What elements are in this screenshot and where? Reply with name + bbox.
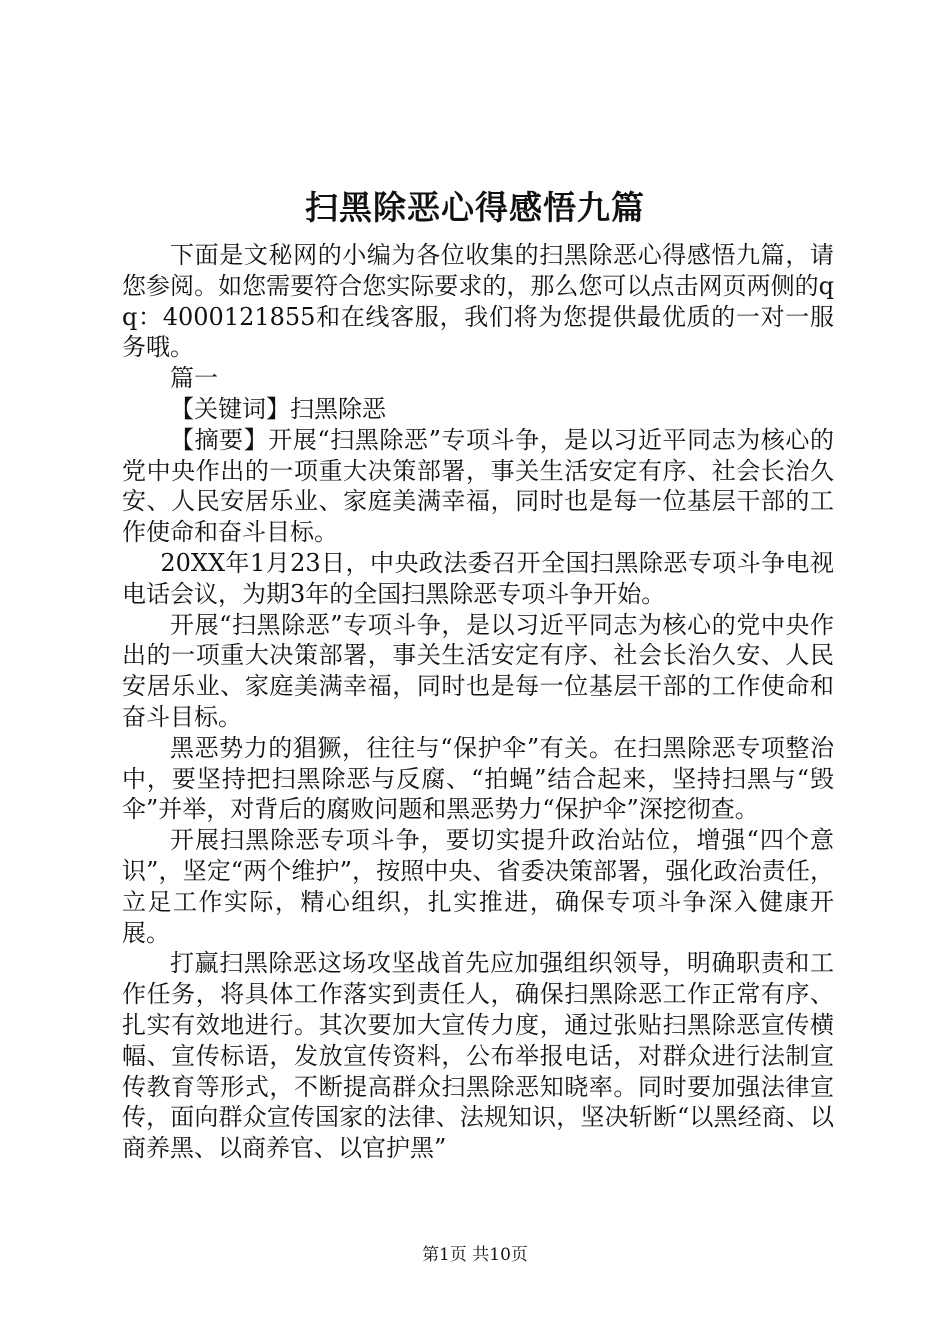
page-number: 第1页 bbox=[422, 1245, 467, 1265]
keywords-paragraph: 【关键词】扫黑除恶 bbox=[170, 394, 386, 423]
page-footer bbox=[0, 1244, 950, 1266]
body-paragraph: 开展“扫黑除恶”专项斗争，是以习近平同志为核心的党中央作出的一项重大决策部署，事关生活安定有序、社会长治久安、人民安居乐业、家庭美满幸福，同时也是每一位基层干部的工作使命和奋斗目标。 bbox=[122, 610, 834, 731]
body-paragraph: 开展扫黑除恶专项斗争，要切实提升政治站位，增强“四个意识”，坚定“两个维护”，按照中央、省委决策部署，强化政治责任，立足工作实际，精心组织，扎实推进，确保专项斗争深入健康开展。 bbox=[122, 826, 834, 947]
page-total: 共10页 bbox=[472, 1245, 528, 1265]
body-paragraph: 20XX年1月23日，中央政法委召开全国扫黑除恶专项斗争电视电话会议，为期3年的全国扫黑除恶专项斗争开始。 bbox=[122, 548, 834, 608]
body-paragraph: 黑恶势力的猖獗，往往与“保护伞”有关。在扫黑除恶专项整治中，要坚持把扫黑除恶与反腐、“拍蝇”结合起来，坚持扫黑与“毁伞”并举，对背后的腐败问题和黑恶势力“保护伞”深挖彻查。 bbox=[122, 733, 834, 824]
document-title: 扫黑除恶心得感悟九篇 bbox=[305, 188, 645, 227]
document-body bbox=[122, 240, 834, 1164]
intro-paragraph: 下面是文秘网的小编为各位收集的扫黑除恶心得感悟九篇，请您参阅。如您需要符合您实际要求的，那么您可以点击网页两侧的qq：4000121855和在线客服，我们将为您提供最优质的一对一服务哦。 bbox=[122, 241, 834, 362]
abstract-paragraph: 【摘要】开展“扫黑除恶”专项斗争，是以习近平同志为核心的党中央作出的一项重大决策部署，事关生活安定有序、社会长治久安、人民安居乐业、家庭美满幸福，同时也是每一位基层干部的工作使命和奋斗目标。 bbox=[122, 425, 834, 547]
section-heading: 篇一 bbox=[170, 364, 218, 393]
body-paragraph: 打赢扫黑除恶这场攻坚战首先应加强组织领导，明确职责和工作任务，将具体工作落实到责任人，确保扫黑除恶工作正常有序、扎实有效地进行。其次要加大宣传力度，通过张贴扫黑除恶宣传横幅、宣传标语，发放宣传资料，公布举报电话，对群众进行法制宣传教育等形式，不断提高群众扫黑除恶知晓率。同时要加强法律宣传，面向群众宣传国家的法律、法规知识，坚决斩断“以黑经商、以商养黑、以商养官、以官护黑” bbox=[122, 949, 834, 1163]
